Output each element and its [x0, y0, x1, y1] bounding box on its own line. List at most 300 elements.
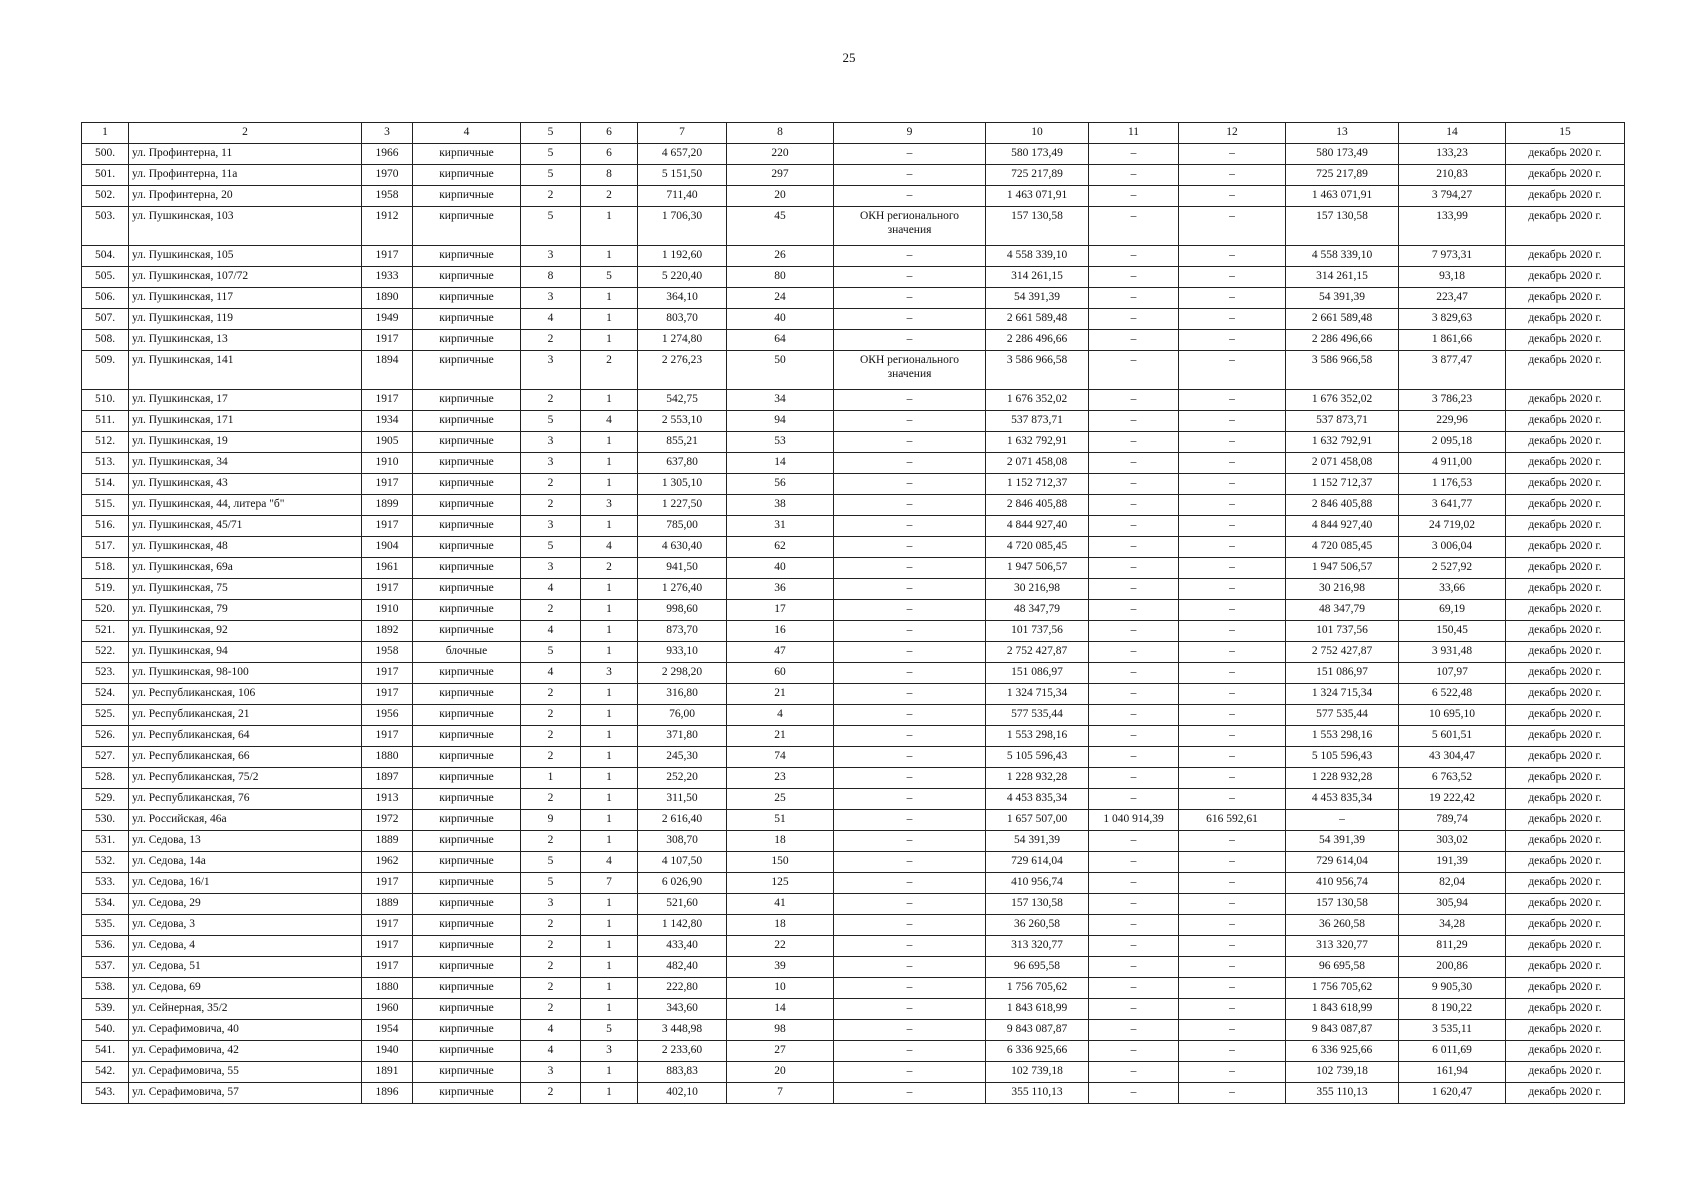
- table-cell: –: [1089, 936, 1179, 957]
- table-cell: 1 756 705,62: [1286, 978, 1399, 999]
- table-cell: –: [834, 495, 986, 516]
- table-cell: –: [1089, 309, 1179, 330]
- table-cell: 1910: [362, 453, 413, 474]
- table-cell: декабрь 2020 г.: [1506, 165, 1625, 186]
- table-cell: 1917: [362, 957, 413, 978]
- table-cell: ул. Пушкинская, 19: [129, 432, 362, 453]
- table-row: [82, 1062, 1625, 1083]
- table-cell: кирпичные: [413, 978, 521, 999]
- table-cell: 1: [581, 642, 638, 663]
- table-cell: 5 220,40: [638, 267, 727, 288]
- table-cell: 540.: [82, 1020, 129, 1041]
- table-cell: кирпичные: [413, 288, 521, 309]
- table-row: [82, 1083, 1625, 1104]
- table-cell: ул. Профинтерна, 11а: [129, 165, 362, 186]
- table-row: [82, 207, 1625, 246]
- column-header: 7: [638, 123, 727, 144]
- table-cell: –: [834, 957, 986, 978]
- table-cell: –: [1179, 621, 1286, 642]
- table-cell: –: [834, 873, 986, 894]
- table-cell: –: [1089, 537, 1179, 558]
- header-row: [82, 123, 1625, 144]
- table-cell: 2: [521, 831, 581, 852]
- table-cell: –: [1089, 726, 1179, 747]
- table-cell: кирпичные: [413, 207, 521, 246]
- table-cell: –: [1089, 663, 1179, 684]
- table-cell: 1917: [362, 330, 413, 351]
- table-cell: 62: [727, 537, 834, 558]
- table-cell: 51: [727, 810, 834, 831]
- table-cell: –: [1089, 579, 1179, 600]
- table-cell: –: [1089, 186, 1179, 207]
- table-cell: 1961: [362, 558, 413, 579]
- table-cell: 22: [727, 936, 834, 957]
- table-cell: 4 630,40: [638, 537, 727, 558]
- table-cell: 729 614,04: [986, 852, 1089, 873]
- table-cell: ул. Пушкинская, 17: [129, 390, 362, 411]
- table-cell: ул. Серафимовича, 42: [129, 1041, 362, 1062]
- table-cell: 5: [581, 267, 638, 288]
- table-cell: 229,96: [1399, 411, 1506, 432]
- table-cell: –: [1089, 978, 1179, 999]
- table-cell: 76,00: [638, 705, 727, 726]
- table-cell: 521.: [82, 621, 129, 642]
- table-cell: 4 720 085,45: [986, 537, 1089, 558]
- table-cell: 1: [581, 894, 638, 915]
- table-cell: 47: [727, 642, 834, 663]
- table-cell: 2: [521, 495, 581, 516]
- table-cell: ул. Пушкинская, 48: [129, 537, 362, 558]
- table-cell: 3 006,04: [1399, 537, 1506, 558]
- table-row: [82, 831, 1625, 852]
- table-cell: ул. Пушкинская, 103: [129, 207, 362, 246]
- table-row: [82, 894, 1625, 915]
- table-cell: 36 260,58: [986, 915, 1089, 936]
- table-cell: кирпичные: [413, 831, 521, 852]
- table-cell: ул. Республиканская, 106: [129, 684, 362, 705]
- table-row: [82, 351, 1625, 390]
- table-cell: 542.: [82, 1062, 129, 1083]
- table-cell: 102 739,18: [1286, 1062, 1399, 1083]
- table-cell: 3: [521, 1062, 581, 1083]
- table-cell: 56: [727, 474, 834, 495]
- table-cell: 36 260,58: [1286, 915, 1399, 936]
- table-cell: 1: [581, 432, 638, 453]
- table-cell: 1954: [362, 1020, 413, 1041]
- table-cell: 577 535,44: [986, 705, 1089, 726]
- table-cell: –: [1089, 1062, 1179, 1083]
- table-row: [82, 600, 1625, 621]
- table-cell: кирпичные: [413, 684, 521, 705]
- table-cell: 1890: [362, 288, 413, 309]
- table-cell: –: [834, 411, 986, 432]
- table-cell: кирпичные: [413, 957, 521, 978]
- table-cell: 1 620,47: [1399, 1083, 1506, 1104]
- table-cell: 1 553 298,16: [1286, 726, 1399, 747]
- table-cell: 191,39: [1399, 852, 1506, 873]
- table-cell: 538.: [82, 978, 129, 999]
- table-cell: 64: [727, 330, 834, 351]
- table-cell: 5: [521, 411, 581, 432]
- table-cell: ул. Профинтерна, 11: [129, 144, 362, 165]
- table-cell: –: [1089, 558, 1179, 579]
- table-cell: –: [1089, 831, 1179, 852]
- table-cell: 9 905,30: [1399, 978, 1506, 999]
- table-cell: 94: [727, 411, 834, 432]
- table-cell: –: [834, 1062, 986, 1083]
- table-cell: –: [1089, 999, 1179, 1020]
- table-cell: 48 347,79: [986, 600, 1089, 621]
- table-cell: декабрь 2020 г.: [1506, 705, 1625, 726]
- table-cell: 883,83: [638, 1062, 727, 1083]
- table-cell: 518.: [82, 558, 129, 579]
- table-cell: 616 592,61: [1179, 810, 1286, 831]
- table-cell: –: [834, 600, 986, 621]
- table-cell: –: [1089, 600, 1179, 621]
- table-cell: 313 320,77: [1286, 936, 1399, 957]
- table-cell: 533.: [82, 873, 129, 894]
- table-cell: 150,45: [1399, 621, 1506, 642]
- column-header: 9: [834, 123, 986, 144]
- table-cell: 1896: [362, 1083, 413, 1104]
- table-cell: 1: [581, 957, 638, 978]
- table-cell: 1 324 715,34: [986, 684, 1089, 705]
- table-cell: кирпичные: [413, 726, 521, 747]
- table-cell: –: [834, 516, 986, 537]
- table-cell: 1 463 071,91: [1286, 186, 1399, 207]
- table-cell: 1912: [362, 207, 413, 246]
- table-cell: –: [834, 999, 986, 1020]
- table-cell: 26: [727, 246, 834, 267]
- table-row: [82, 684, 1625, 705]
- table-cell: 200,86: [1399, 957, 1506, 978]
- table-cell: –: [834, 186, 986, 207]
- table-cell: 1: [521, 768, 581, 789]
- housing-registry-table: [81, 122, 1625, 1104]
- table-cell: декабрь 2020 г.: [1506, 432, 1625, 453]
- table-cell: –: [834, 684, 986, 705]
- table-cell: 4 107,50: [638, 852, 727, 873]
- table-cell: 537.: [82, 957, 129, 978]
- table-cell: кирпичные: [413, 330, 521, 351]
- table-cell: 873,70: [638, 621, 727, 642]
- table-row: [82, 246, 1625, 267]
- table-cell: 1949: [362, 309, 413, 330]
- table-cell: –: [834, 978, 986, 999]
- table-cell: 3 877,47: [1399, 351, 1506, 390]
- table-cell: 252,20: [638, 768, 727, 789]
- table-cell: –: [1179, 453, 1286, 474]
- table-cell: –: [1089, 288, 1179, 309]
- table-row: [82, 978, 1625, 999]
- table-cell: 4: [581, 411, 638, 432]
- column-header: 8: [727, 123, 834, 144]
- table-cell: –: [1089, 747, 1179, 768]
- table-cell: 2: [521, 600, 581, 621]
- column-header: 6: [581, 123, 638, 144]
- table-cell: 3 641,77: [1399, 495, 1506, 516]
- table-cell: –: [834, 246, 986, 267]
- column-header: 5: [521, 123, 581, 144]
- table-cell: декабрь 2020 г.: [1506, 726, 1625, 747]
- table-cell: 1917: [362, 684, 413, 705]
- table-cell: 5: [521, 537, 581, 558]
- table-cell: 1934: [362, 411, 413, 432]
- table-cell: 1 152 712,37: [1286, 474, 1399, 495]
- table-cell: 785,00: [638, 516, 727, 537]
- table-cell: 1917: [362, 726, 413, 747]
- table-cell: 2 071 458,08: [1286, 453, 1399, 474]
- table-cell: 1880: [362, 747, 413, 768]
- table-cell: 2: [521, 915, 581, 936]
- table-cell: 577 535,44: [1286, 705, 1399, 726]
- table-cell: –: [1089, 246, 1179, 267]
- table-cell: –: [1089, 267, 1179, 288]
- table-cell: 1 152 712,37: [986, 474, 1089, 495]
- table-cell: –: [834, 309, 986, 330]
- table-cell: 3: [521, 288, 581, 309]
- table-cell: 2: [521, 999, 581, 1020]
- table-cell: 4 720 085,45: [1286, 537, 1399, 558]
- table-cell: ул. Пушкинская, 117: [129, 288, 362, 309]
- table-cell: –: [834, 852, 986, 873]
- table-cell: 19 222,42: [1399, 789, 1506, 810]
- table-cell: ул. Пушкинская, 119: [129, 309, 362, 330]
- table-cell: 1958: [362, 186, 413, 207]
- table-cell: 4 911,00: [1399, 453, 1506, 474]
- table-cell: кирпичные: [413, 246, 521, 267]
- table-cell: 505.: [82, 267, 129, 288]
- table-cell: 725 217,89: [1286, 165, 1399, 186]
- table-cell: декабрь 2020 г.: [1506, 894, 1625, 915]
- table-cell: 532.: [82, 852, 129, 873]
- table-cell: –: [1179, 1041, 1286, 1062]
- table-cell: ул. Серафимовича, 40: [129, 1020, 362, 1041]
- table-cell: ул. Пушкинская, 171: [129, 411, 362, 432]
- table-cell: 528.: [82, 768, 129, 789]
- table-cell: 2 616,40: [638, 810, 727, 831]
- table-cell: 5: [521, 873, 581, 894]
- table-cell: –: [834, 579, 986, 600]
- table-cell: 16: [727, 621, 834, 642]
- table-cell: –: [1179, 165, 1286, 186]
- table-cell: 2 553,10: [638, 411, 727, 432]
- table-cell: 98: [727, 1020, 834, 1041]
- table-cell: кирпичные: [413, 309, 521, 330]
- table-cell: 543.: [82, 1083, 129, 1104]
- table-cell: –: [1179, 1062, 1286, 1083]
- table-cell: 60: [727, 663, 834, 684]
- table-cell: 54 391,39: [1286, 288, 1399, 309]
- table-cell: –: [834, 453, 986, 474]
- table-cell: 2: [521, 186, 581, 207]
- table-cell: 43 304,47: [1399, 747, 1506, 768]
- table-cell: 1: [581, 768, 638, 789]
- table-cell: –: [834, 705, 986, 726]
- column-header: 11: [1089, 123, 1179, 144]
- table-cell: 637,80: [638, 453, 727, 474]
- table-cell: 311,50: [638, 789, 727, 810]
- table-cell: –: [834, 267, 986, 288]
- table-cell: 20: [727, 186, 834, 207]
- table-cell: ул. Пушкинская, 94: [129, 642, 362, 663]
- table-cell: ул. Республиканская, 66: [129, 747, 362, 768]
- table-cell: 9: [521, 810, 581, 831]
- table-cell: 410 956,74: [1286, 873, 1399, 894]
- table-cell: 2 286 496,66: [986, 330, 1089, 351]
- table-row: [82, 936, 1625, 957]
- table-cell: –: [834, 936, 986, 957]
- table-cell: ул. Республиканская, 76: [129, 789, 362, 810]
- table-cell: декабрь 2020 г.: [1506, 789, 1625, 810]
- table-cell: 527.: [82, 747, 129, 768]
- table-cell: 308,70: [638, 831, 727, 852]
- table-cell: 41: [727, 894, 834, 915]
- table-cell: 1: [581, 789, 638, 810]
- table-cell: 482,40: [638, 957, 727, 978]
- table-cell: 515.: [82, 495, 129, 516]
- table-cell: 1889: [362, 831, 413, 852]
- table-cell: 133,99: [1399, 207, 1506, 246]
- table-cell: –: [834, 144, 986, 165]
- table-cell: 31: [727, 516, 834, 537]
- table-cell: –: [834, 726, 986, 747]
- table-cell: 96 695,58: [1286, 957, 1399, 978]
- table-cell: декабрь 2020 г.: [1506, 810, 1625, 831]
- table-cell: 2 846 405,88: [986, 495, 1089, 516]
- table-cell: 1 861,66: [1399, 330, 1506, 351]
- table-cell: 531.: [82, 831, 129, 852]
- table-row: [82, 495, 1625, 516]
- table-cell: 516.: [82, 516, 129, 537]
- table-cell: 1 553 298,16: [986, 726, 1089, 747]
- table-cell: 4: [521, 1041, 581, 1062]
- table-row: [82, 1041, 1625, 1062]
- table-cell: ул. Республиканская, 64: [129, 726, 362, 747]
- table-cell: –: [1179, 747, 1286, 768]
- table-row: [82, 579, 1625, 600]
- table-cell: 2: [521, 789, 581, 810]
- table-row: [82, 621, 1625, 642]
- table-cell: 101 737,56: [1286, 621, 1399, 642]
- table-cell: 502.: [82, 186, 129, 207]
- table-cell: –: [834, 537, 986, 558]
- table-cell: 1880: [362, 978, 413, 999]
- table-cell: 1917: [362, 390, 413, 411]
- table-cell: 3 586 966,58: [986, 351, 1089, 390]
- table-cell: 2: [521, 726, 581, 747]
- table-cell: декабрь 2020 г.: [1506, 873, 1625, 894]
- table-cell: 4: [581, 537, 638, 558]
- table-cell: кирпичные: [413, 411, 521, 432]
- table-cell: 5 105 596,43: [986, 747, 1089, 768]
- table-cell: 1933: [362, 267, 413, 288]
- table-cell: –: [1089, 957, 1179, 978]
- table-cell: 14: [727, 999, 834, 1020]
- table-cell: 933,10: [638, 642, 727, 663]
- table-cell: 2: [521, 330, 581, 351]
- table-cell: декабрь 2020 г.: [1506, 453, 1625, 474]
- table-cell: –: [1179, 186, 1286, 207]
- table-cell: 6 336 925,66: [986, 1041, 1089, 1062]
- table-cell: –: [834, 432, 986, 453]
- table-cell: 4 558 339,10: [986, 246, 1089, 267]
- table-cell: кирпичные: [413, 747, 521, 768]
- table-cell: –: [1179, 537, 1286, 558]
- table-cell: –: [834, 330, 986, 351]
- table-row: [82, 642, 1625, 663]
- table-cell: 1: [581, 747, 638, 768]
- table-cell: 1: [581, 246, 638, 267]
- table-cell: 1: [581, 288, 638, 309]
- table-cell: –: [834, 288, 986, 309]
- table-cell: 1: [581, 309, 638, 330]
- table-row: [82, 873, 1625, 894]
- table-cell: 3 586 966,58: [1286, 351, 1399, 390]
- table-cell: 1917: [362, 873, 413, 894]
- table-row: [82, 999, 1625, 1020]
- table-cell: декабрь 2020 г.: [1506, 558, 1625, 579]
- table-cell: 1: [581, 474, 638, 495]
- table-row: [82, 957, 1625, 978]
- table-cell: –: [1179, 207, 1286, 246]
- table-cell: ул. Пушкинская, 13: [129, 330, 362, 351]
- table-cell: 1 756 705,62: [986, 978, 1089, 999]
- table-row: [82, 1020, 1625, 1041]
- table-cell: 21: [727, 726, 834, 747]
- table-cell: 1972: [362, 810, 413, 831]
- table-cell: 3: [581, 495, 638, 516]
- table-cell: 521,60: [638, 894, 727, 915]
- table-cell: 1917: [362, 474, 413, 495]
- table-cell: 2 661 589,48: [986, 309, 1089, 330]
- table-cell: 2: [521, 957, 581, 978]
- table-row: [82, 165, 1625, 186]
- table-cell: 506.: [82, 288, 129, 309]
- table-cell: 941,50: [638, 558, 727, 579]
- table-cell: 2: [581, 351, 638, 390]
- table-cell: декабрь 2020 г.: [1506, 474, 1625, 495]
- table-cell: 1917: [362, 246, 413, 267]
- table-cell: 529.: [82, 789, 129, 810]
- table-cell: 5: [521, 642, 581, 663]
- table-cell: ул. Пушкинская, 79: [129, 600, 362, 621]
- table-row: [82, 810, 1625, 831]
- table-cell: 74: [727, 747, 834, 768]
- table-cell: –: [1089, 1020, 1179, 1041]
- table-cell: –: [1089, 432, 1179, 453]
- table-cell: 1: [581, 330, 638, 351]
- table-cell: 151 086,97: [986, 663, 1089, 684]
- table-cell: 2: [581, 558, 638, 579]
- table-cell: декабрь 2020 г.: [1506, 768, 1625, 789]
- table-row: [82, 390, 1625, 411]
- table-row: [82, 267, 1625, 288]
- column-header: 3: [362, 123, 413, 144]
- table-cell: декабрь 2020 г.: [1506, 957, 1625, 978]
- table-cell: 3: [521, 558, 581, 579]
- table-cell: –: [1179, 432, 1286, 453]
- table-cell: 1 657 507,00: [986, 810, 1089, 831]
- table-cell: ул. Серафимовича, 57: [129, 1083, 362, 1104]
- table-row: [82, 705, 1625, 726]
- table-cell: 1: [581, 915, 638, 936]
- table-cell: 1891: [362, 1062, 413, 1083]
- table-cell: –: [834, 789, 986, 810]
- table-cell: 7: [581, 873, 638, 894]
- table-cell: –: [834, 768, 986, 789]
- table-cell: ул. Пушкинская, 69а: [129, 558, 362, 579]
